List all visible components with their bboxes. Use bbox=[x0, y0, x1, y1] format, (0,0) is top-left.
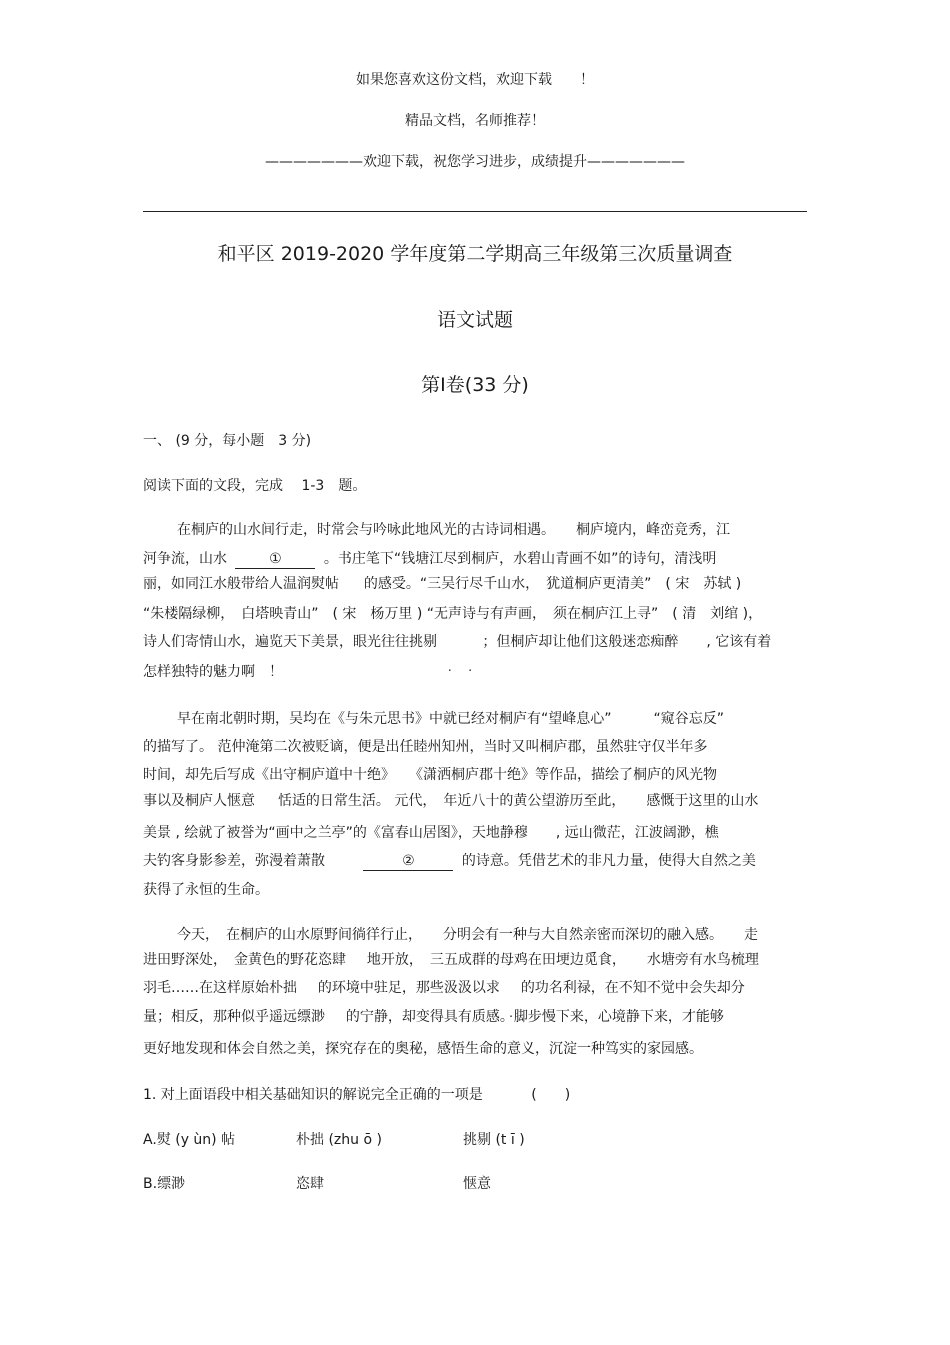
option-b-item-3: 惬意 bbox=[463, 1176, 491, 1192]
p3-text: 地开放， 三五成群的母鸡在田埂边觅食， 水塘旁有水鸟梳理 bbox=[366, 952, 759, 968]
p2-line-2: 的描写了。 范仲淹第二次被贬谪，便是出任睦州知州，当时又叫桐庐郡，虽然驻守仅半年多 bbox=[143, 739, 708, 755]
p3-line-4 bbox=[143, 1007, 807, 1027]
p3-line-3 bbox=[143, 978, 807, 998]
p2-text: 事以及桐庐人惬意 bbox=[143, 793, 255, 809]
p3-line-5: 更好地发现和体会自然之美，探究存在的奥秘，感悟生命的意义，沉淀一种笃实的家园感。 bbox=[143, 1041, 703, 1057]
p3-line-1: 今天， 在桐庐的山水原野间徜徉行止， 分明会有一种与大自然亲密而深切的融入感。 走 bbox=[177, 927, 758, 943]
header-line-3: ———————欢迎下载，祝您学习进步，成绩提升——————— bbox=[265, 154, 685, 170]
p1-text: 河争流，山水 bbox=[143, 551, 227, 567]
p2-line-1: 早在南北朝时期，吴均在《与朱元思书》中就已经对桐庐有“望峰息心” “窥谷忘反” bbox=[177, 711, 725, 727]
p2-text: 的诗意。凭借艺术的非凡力量，使得大自然之美 bbox=[461, 853, 756, 869]
exam-subject: 语文试题 bbox=[436, 309, 513, 331]
p1-text: 丽，如同江水般带给人温润熨帖 bbox=[143, 576, 339, 592]
p1-text: 的感受。“三吴行尽千山水， 犹道桐庐更清美” ( 宋 苏轼 ) bbox=[363, 576, 742, 592]
p3-text: 量；相反，那种似乎遥远缥渺 bbox=[143, 1009, 325, 1025]
option-b[interactable] bbox=[143, 1174, 185, 1194]
p2-text: 夫钓客身影参差，弥漫着萧散 bbox=[143, 853, 325, 869]
p3-text: 的环境中驻足，那些汲汲以求 bbox=[317, 980, 500, 996]
blank-2: ② bbox=[363, 853, 453, 871]
option-label: B. bbox=[143, 1176, 158, 1192]
header-line-1: 如果您喜欢这份文档，欢迎下载 ！ bbox=[356, 72, 594, 88]
p1-text: 诗人们寄情山水，遍览天下美景，眼光往往挑剔 bbox=[143, 634, 437, 650]
option-label: A. bbox=[143, 1132, 157, 1148]
option-b-item-1: 缥渺 bbox=[157, 1176, 186, 1192]
header-line-2: 精品文档，名师推荐！ bbox=[405, 113, 545, 129]
header-divider bbox=[143, 211, 807, 212]
p1-line-3 bbox=[143, 574, 807, 594]
option-b-item-2: 恣肆 bbox=[296, 1176, 324, 1192]
p1-line-2 bbox=[143, 549, 807, 569]
p1-text: 。书庄笔下“钱塘江尽到桐庐，水碧山青画不如”的诗句，清浅明 bbox=[323, 551, 717, 567]
section-heading: 一、 (9 分，每小题 3 分) bbox=[143, 433, 312, 449]
exam-volume: 第Ⅰ卷(33 分) bbox=[421, 374, 529, 396]
p3-text: 的宁静，却变得具有质感。脚步慢下来，心境静下来，才能够 bbox=[345, 1009, 724, 1025]
p1-line-6: 怎样独特的魅力啊 ！ bbox=[143, 664, 283, 680]
question-1 bbox=[143, 1085, 807, 1105]
p3-text: 的功名利禄，在不知不觉中会失却分 bbox=[520, 980, 745, 996]
p3-text: 羽毛……在这样原始朴拙 bbox=[143, 980, 297, 996]
p3-text: 进田野深处， 金黄色的野花恣肆 bbox=[143, 952, 346, 968]
p2-text: 恬适的日常生活。 元代， 年近八十的黄公望游历至此， 感慨于这里的山水 bbox=[277, 793, 759, 809]
option-a[interactable] bbox=[143, 1130, 235, 1150]
p2-line-4 bbox=[143, 791, 807, 811]
option-a-item-3: 挑剔 (t ī ) bbox=[463, 1132, 525, 1148]
p1-line-5 bbox=[143, 632, 807, 652]
section-instruction: 阅读下面的文段，完成 1-3 题。 bbox=[143, 478, 367, 494]
option-a-item-2: 朴拙 (zhu ō ) bbox=[296, 1132, 382, 1148]
p2-line-3: 时间，却先后写成《出守桐庐道中十绝》 《潇洒桐庐郡十绝》等作品，描绘了桐庐的风光物 bbox=[143, 767, 717, 783]
p3-line-2 bbox=[143, 950, 807, 970]
p2-line-5: 美景 , 绘就了被誉为“画中之兰亭”的《富春山居图》，天地静穆 , 远山微茫，江波阔渺，樵 bbox=[143, 825, 719, 841]
blank-1: ① bbox=[235, 551, 315, 569]
p1-line-1: 在桐庐的山水间行走，时常会与吟咏此地风光的古诗词相遇。 桐庐境内，峰峦竞秀，江 bbox=[177, 522, 730, 538]
answer-paren[interactable]: ( ) bbox=[531, 1087, 571, 1103]
p1-line-4: “朱楼隔绿柳， 白塔映青山” ( 宋 杨万里 ) “无声诗与有声画， 须在桐庐江上寻” ( 清 刘绾 )， bbox=[143, 606, 763, 622]
p2-line-6 bbox=[143, 851, 807, 871]
p2-line-7: 获得了永恒的生命。 bbox=[143, 882, 269, 898]
p1-text: ；但桐庐却让他们这般迷恋痴醉 , 它该有着 bbox=[482, 634, 772, 650]
question-stem: 1. 对上面语段中相关基础知识的解说完全正确的一项是 bbox=[143, 1087, 483, 1103]
option-a-item-1: 熨 (y ùn) 帖 bbox=[156, 1132, 236, 1148]
exam-title: 和平区 2019-2020 学年度第二学期高三年级第三次质量调查 bbox=[217, 243, 733, 265]
